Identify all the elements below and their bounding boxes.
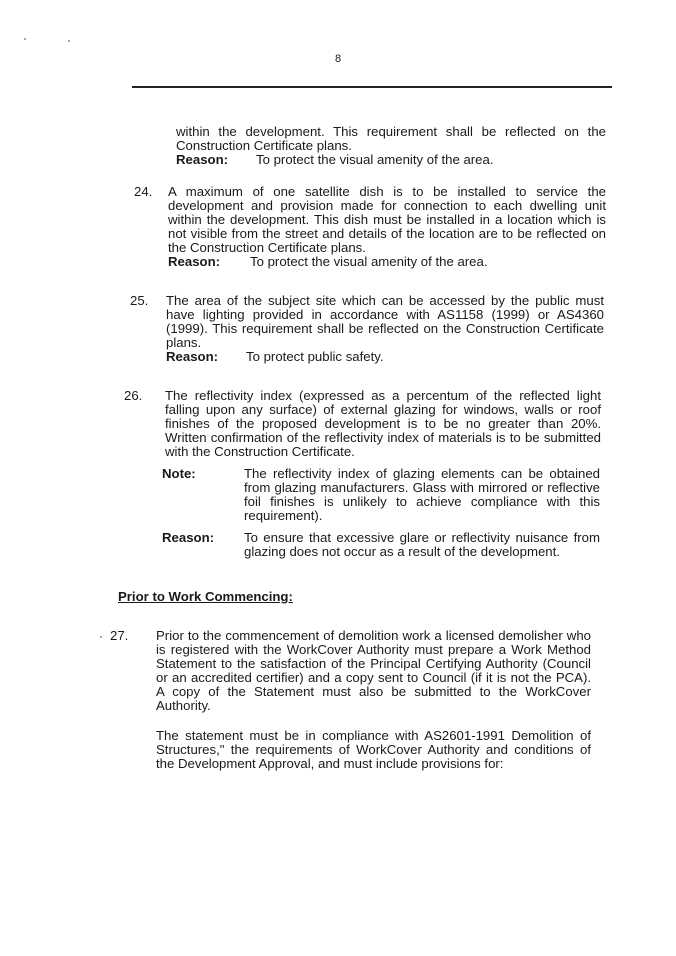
- note-label: Note:: [162, 466, 196, 481]
- condition-25-number: 25.: [130, 293, 149, 308]
- condition-27-paragraph-1: Prior to the commencement of demolition work a licensed demolisher who is registered with the WorkCover Authority must prepare a Work Method Statement to the satisfaction of the Principal Certifying Authority (Council or an accredited certifier) and a copy sent to Council (if it is not the PCA). A copy of the Statement must also be submitted to the WorkCover Authority.: [156, 628, 591, 713]
- scan-speck: [24, 38, 26, 40]
- intro-text: within the development. This requirement shall be reflected on the Construction Certificate plans.: [176, 124, 606, 153]
- reason-text: To protect the visual amenity of the area.: [256, 152, 494, 167]
- condition-26: [165, 389, 601, 459]
- reason-text: To protect the visual amenity of the area.: [250, 254, 488, 269]
- condition-24: [168, 185, 606, 269]
- condition-24-text: A maximum of one satellite dish is to be installed to service the development and provision made for connection to each dwelling unit within the development. This dish must be installed in a location which is not visible from the street and details of the location are to be reflected on the Construction Certificate plans.: [168, 184, 606, 255]
- condition-27-paragraph-2: The statement must be in compliance with AS2601-1991 Demolition of Structures," the requirements of WorkCover Authority and conditions of the Development Approval, and must include provisions for:: [156, 728, 591, 771]
- condition-27: [156, 629, 591, 771]
- condition-27-number: 27.: [110, 628, 129, 643]
- scan-speck: [68, 40, 70, 42]
- condition-24-reason: [168, 255, 606, 269]
- scan-speck: [100, 636, 102, 638]
- intro-reason: [176, 153, 606, 167]
- intro-block: [176, 125, 606, 167]
- condition-25-text: The area of the subject site which can be accessed by the public must have lighting provided in accordance with AS1158 (1999) or AS4360 (1999). This requirement shall be reflected on the Construction Certificate plans.: [166, 293, 604, 350]
- reason-text: To protect public safety.: [246, 349, 384, 364]
- condition-25: [166, 294, 604, 364]
- header-rule: [132, 86, 612, 88]
- reason-text: To ensure that excessive glare or reflectivity nuisance from glazing does not occur as a result of the development.: [244, 530, 600, 559]
- page-number: 8: [334, 53, 342, 65]
- reason-label: Reason:: [166, 349, 219, 364]
- condition-26-text: The reflectivity index (expressed as a percentum of the reflected light falling upon any surface) of external glazing for windows, walls or roof finishes of the proposed development is to be no greater than 20%. Written confirmation of the reflectivity index of materials is to be submitted with the Construction Certificate.: [165, 388, 601, 459]
- reason-label: Reason:: [176, 152, 229, 167]
- note-text: The reflectivity index of glazing elements can be obtained from glazing manufacturers. Glass with mirrored or reflective foil finishes is unlikely to achieve compliance with this requirement).: [244, 466, 600, 523]
- condition-26-note: [162, 467, 602, 577]
- section-heading: Prior to Work Commencing:: [118, 589, 293, 604]
- reason-label: Reason:: [162, 530, 215, 545]
- condition-26-number: 26.: [124, 388, 143, 403]
- condition-25-reason: [166, 350, 604, 364]
- condition-24-number: 24.: [134, 184, 153, 199]
- reason-label: Reason:: [168, 254, 221, 269]
